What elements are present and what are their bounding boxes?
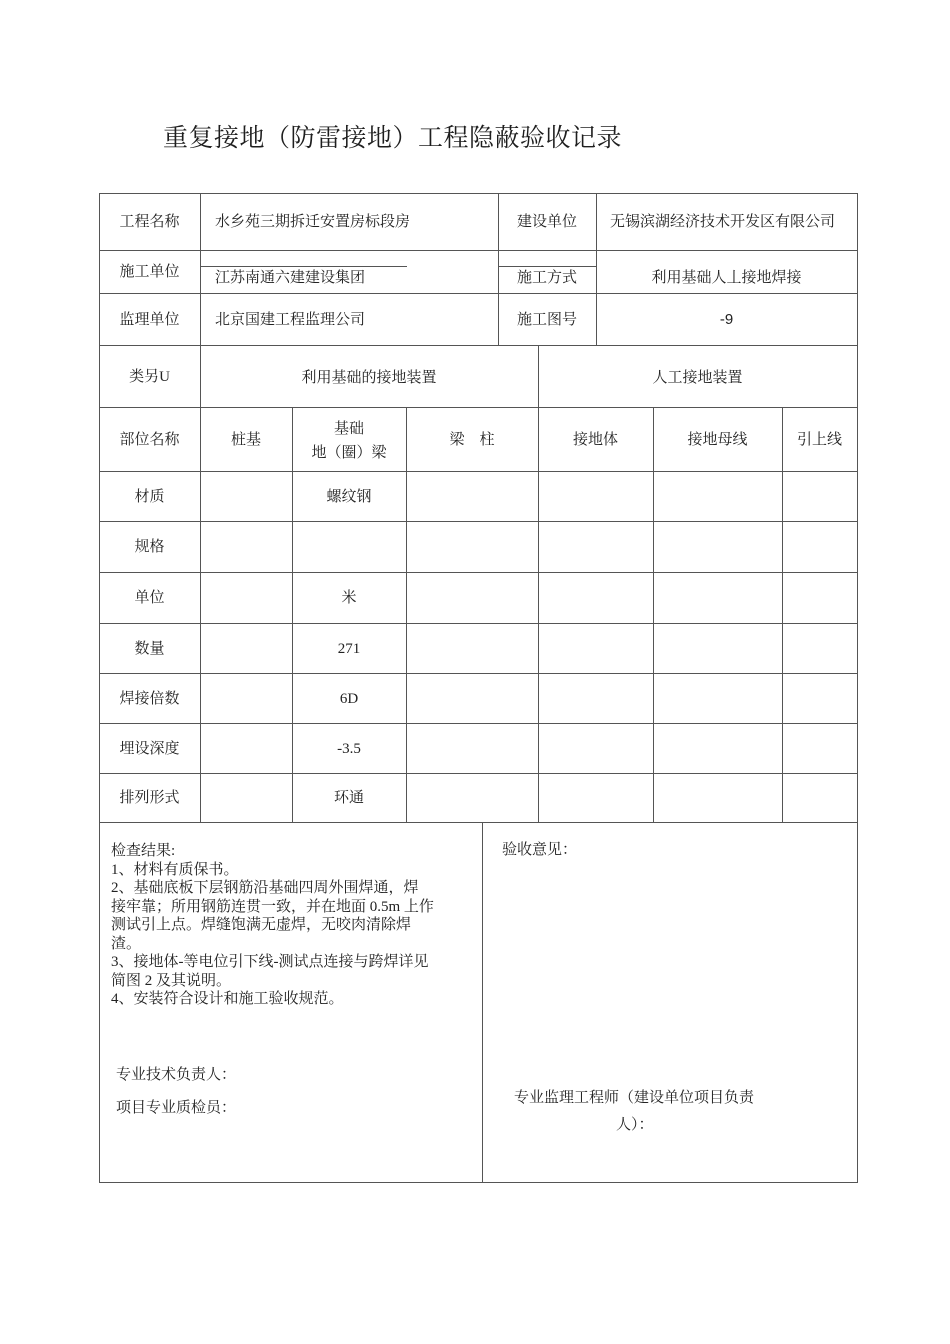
supervisor-label: 监理单位 bbox=[119, 312, 180, 328]
row-label-unit: 单位 bbox=[134, 590, 165, 606]
result-line: 简图 2 及其说明。 bbox=[111, 972, 232, 989]
column-beam-column: 梁 柱 bbox=[449, 432, 495, 448]
part-name-label: 部位名称 bbox=[119, 432, 180, 448]
row-label-arrangement: 排列形式 bbox=[119, 790, 180, 806]
result-heading: 检查结果: bbox=[111, 843, 176, 859]
row-value-depth: -3.5 bbox=[337, 741, 361, 757]
result-line: 渣。 bbox=[111, 935, 142, 952]
document-title: 重复接地（防雷接地）工程隐蔽验收记录 bbox=[163, 125, 623, 152]
row-label-spec: 规格 bbox=[134, 539, 165, 555]
builder-value: 无锡滨湖经济技术开发区有限公司 bbox=[610, 214, 836, 230]
row-value-material: 螺纹钢 bbox=[326, 489, 372, 505]
result-line: 2、基础底板下层钢筋沿基础四周外围焊通，焊 bbox=[111, 880, 419, 896]
method-label: 施工方式 bbox=[516, 270, 577, 286]
result-line: 1、材料有质保书。 bbox=[111, 861, 239, 878]
column-ground-body: 接地体 bbox=[572, 432, 618, 448]
result-line: 测试引上点。焊缝饱满无虚焊，无咬肉清除焊 bbox=[111, 917, 412, 933]
result-line: 接牢靠；所用钢筋连贯一致，并在地面 0.5m 上作 bbox=[111, 898, 434, 915]
builder-label: 建设单位 bbox=[516, 214, 577, 230]
drawing-label: 施工图号 bbox=[516, 312, 577, 328]
column-down-lead: 引上线 bbox=[796, 432, 842, 448]
column-base-line2: 地（圈）梁 bbox=[311, 445, 387, 461]
column-ground-bus: 接地母线 bbox=[687, 432, 748, 448]
result-line: 4、安装符合设计和施工验收规范。 bbox=[111, 991, 344, 1007]
column-pile: 桩基 bbox=[230, 432, 261, 448]
method-value: 利用基础人丄接地焊接 bbox=[651, 270, 802, 286]
acceptance-heading: 验收意见： bbox=[502, 842, 578, 858]
supervisor-value: 北京国建工程监理公司 bbox=[215, 312, 366, 328]
row-value-quantity: 271 bbox=[337, 641, 361, 657]
supervising-engineer-line1: 专业监理工程师（建设单位项目负责 bbox=[514, 1090, 755, 1106]
row-label-material: 材质 bbox=[134, 489, 165, 505]
row-value-weld-multiple: 6D bbox=[339, 691, 359, 707]
row-value-arrangement: 环通 bbox=[333, 790, 364, 806]
inspection-result bbox=[111, 842, 483, 1009]
category-label: 类另U bbox=[129, 369, 170, 385]
project-name-label: 工程名称 bbox=[119, 214, 180, 230]
tech-lead-signature: 专业技术负责人： bbox=[116, 1067, 237, 1083]
row-label-weld-multiple: 焊接倍数 bbox=[119, 691, 180, 707]
foundation-grounding-header: 利用基础的接地装置 bbox=[301, 370, 437, 386]
drawing-value: -9 bbox=[719, 311, 734, 328]
row-label-quantity: 数量 bbox=[134, 641, 165, 657]
column-base-line1: 基础 bbox=[333, 421, 364, 437]
contractor-value: 江苏南通六建建设集团 bbox=[215, 270, 366, 286]
supervising-engineer-line2: 人）： bbox=[616, 1117, 654, 1133]
row-label-depth: 埋设深度 bbox=[119, 741, 180, 757]
contractor-label: 施工单位 bbox=[119, 264, 180, 280]
manual-grounding-header: 人工接地装置 bbox=[652, 370, 743, 386]
project-name-value: 水乡苑三期拆迁安置房标段房 bbox=[215, 214, 411, 230]
result-line: 3、接地体-等电位引下线-测试点连接与跨焊详见 bbox=[111, 954, 429, 970]
row-value-unit: 米 bbox=[341, 590, 357, 606]
qc-inspector-signature: 项目专业质检员： bbox=[116, 1100, 237, 1116]
